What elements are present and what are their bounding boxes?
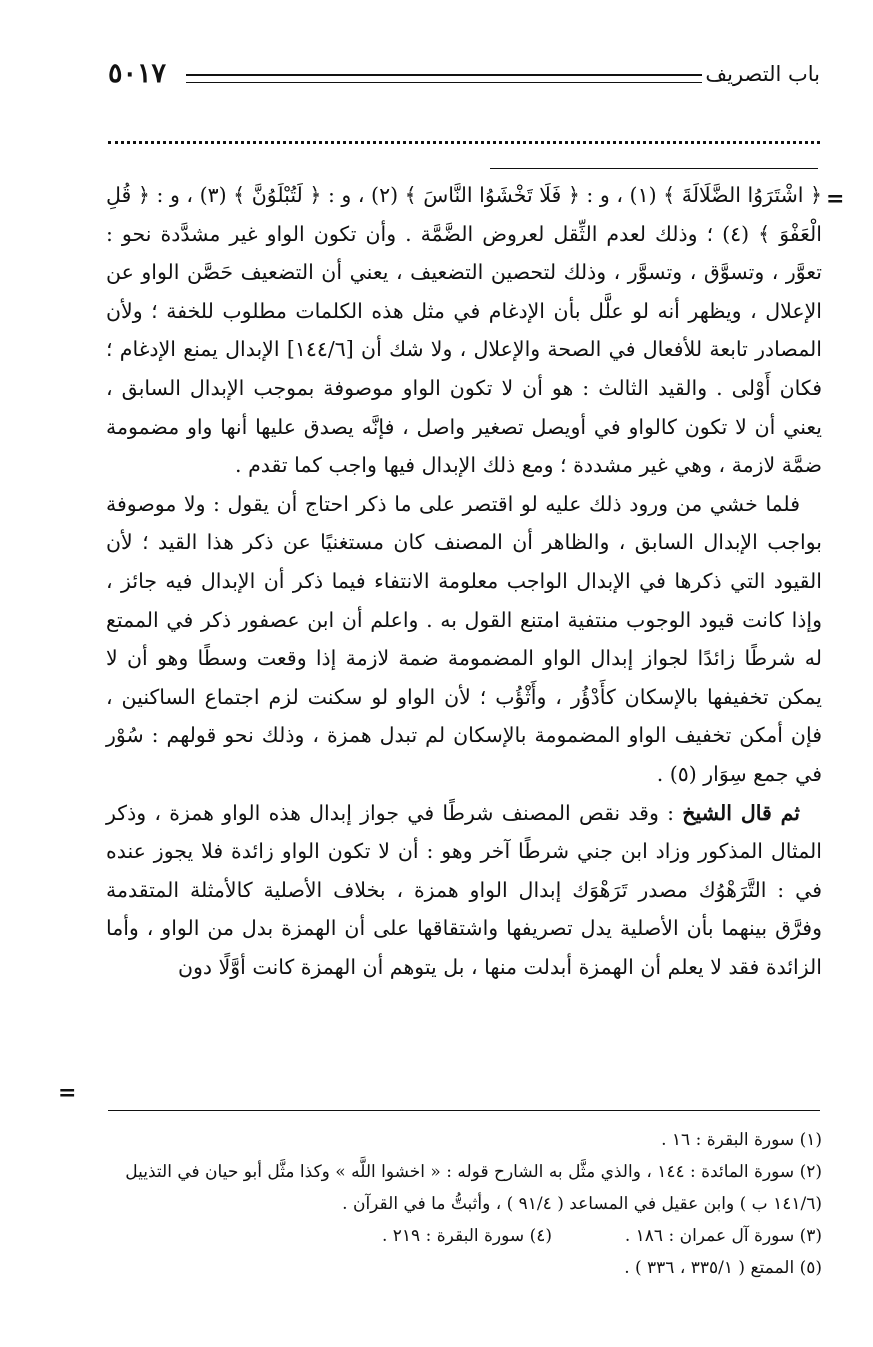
header-rule — [186, 74, 702, 83]
footnote-1: (١) سورة البقرة : ١٦ . — [661, 1130, 822, 1150]
footnote-2-continued: (١٤١/٦ ب ) وابن عقيل في المساعد ( ٩١/٤ ) ، وأثبتُّ ما في القرآن . — [342, 1194, 822, 1214]
paragraph-3 — [106, 794, 822, 987]
continuation-rule — [490, 168, 818, 169]
continuation-mark-bottom: = — [58, 1080, 77, 1106]
footnote-5: (٥) الممتع ( ٣٣٥/١ ، ٣٣٦ ) . — [624, 1258, 822, 1278]
paragraph-1-text: ﴿ اشْتَرَوُا الضَّلَالَةَ ﴾ (١) ، و : ﴿ فَلَا تَخْشَوُا النَّاسَ ﴾ (٢) ، و : ﴿ لَتُبْلَوُنَّ ﴾ (٣) ، و : ﴿ قُلِ الْعَفْوَ ﴾ (٤) ؛ وذلك لعدم الثِّقل لعروض الضَّمَّة . وأن تكون الواو غير مشدَّدة نحو : تعوَّر ، وتسوَّق ، وتسوَّر ، وذلك لتحصين التضعيف ، يعني أن التضعيف حَصَّن الواو عن الإعلال ، ويظهر أنه لو علَّل بأن الإدغام في مثل هذه الكلمات مطلوب للخفة ؛ ولأن المصادر تابعة للأفعال في الصحة والإعلال ، ولا شك أن [١٤٤/٦] الإبدال يمنع الإدغام ؛ فكان أَوْلى . والقيد الثالث : هو أن لا تكون الواو موصوفة بموجب الإبدال السابق ، يعني أن لا تكون كالواو في أويصل تصغير واصل ، فإنَّه يصدق عليها أنها واو مضمومة ضمَّة لازمة ، وهي غير مشددة ؛ ومع ذلك الإبدال فيها واجب كما تقدم . — [106, 183, 823, 478]
paragraph-2-text: فلما خشي من ورود ذلك عليه لو اقتصر على ما ذكر احتاج أن يقول : ولا موصوفة بواجب الإبدال السابق ، والظاهر أن المصنف كان مستغنيًا عن ذكر هذا القيد ؛ لأن القيود التي ذكرها في الإبدال الواجب معلومة الانتفاء فيما ذكر أن الإبدال فيه جائز ، وإذا كانت قيود الوجوب منتفية امتنع القول به . واعلم أن ابن عصفور ذكر في الممتع له شرطًا زائدًا لجواز إبدال الواو المضمومة ضمة لازمة إذا وقعت وسطًا وهو أن لا يمكن تخفيفها بالإسكان كأَدْؤُر ، وأَثْؤُب ؛ لأن الواو لو سكنت لزم اجتماع الساكنين ، فإن أمكن تخفيف الواو المضمومة بالإسكان لم تبدل همزة ، وذلك نحو قولهم : سُوْر في جمع سِوَار (٥) . — [106, 491, 822, 786]
footnote-4: (٤) سورة البقرة : ٢١٩ . — [381, 1226, 552, 1246]
footnote-3: (٣) سورة آل عمران : ١٨٦ . — [624, 1226, 822, 1246]
main-text — [106, 176, 822, 986]
paragraph-3-text: : وقد نقص المصنف شرطًا في جواز إبدال هذه الواو همزة ، وذكر المثال المذكور وزاد ابن جني شرطًا آخر وهو : أن لا تكون الواو زائدة فلا يجوز عنده في : التَّرَهْوُك مصدر تَرَهْوَك إبدال الواو همزة ، بخلاف الأصلية كالأمثلة المتقدمة وفرَّق بينهما بأن الأصلية يدل تصريفها واشتقاقها على أن الهمزة بدل من الواو ، وأما الزائدة فقد لا يعلم أن الهمزة أبدلت منها ، بل يتوهم أن الهمزة كانت أوَّلًا دون — [106, 800, 822, 979]
chapter-title: باب التصريف — [705, 62, 820, 86]
page-number: ٥٠١٧ — [108, 58, 167, 89]
footnotes — [100, 1124, 822, 1284]
continuation-mark-top: = — [826, 186, 845, 212]
running-header — [108, 58, 820, 94]
paragraph-2 — [106, 485, 822, 794]
paragraph-3-lead: ثم قال الشيخ — [682, 800, 800, 825]
dotted-separator — [108, 120, 820, 144]
footnote-rule — [108, 1110, 820, 1111]
footnote-2: (٢) سورة المائدة : ١٤٤ ، والذي مثَّل به الشارح قوله : « اخشوا اللَّه » وكذا مثَّل أبو حيان في التذييل — [125, 1162, 822, 1182]
footnote-row — [100, 1220, 822, 1252]
paragraph-1 — [106, 176, 822, 485]
